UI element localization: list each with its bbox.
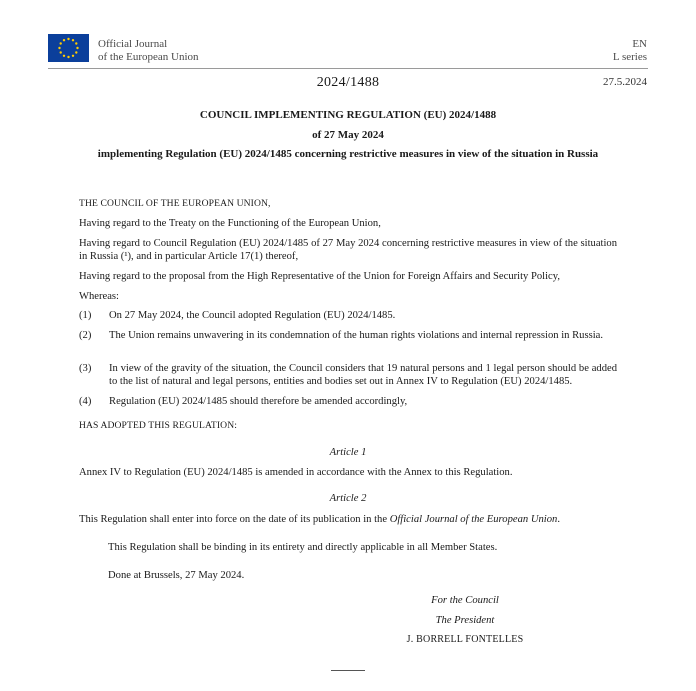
council-heading: THE COUNCIL OF THE EUROPEAN UNION, <box>79 198 271 209</box>
regulation-title: COUNCIL IMPLEMENTING REGULATION (EU) 2024/1488 <box>199 109 497 121</box>
signatory-name: J. BORRELL FONTELLES <box>406 634 524 645</box>
article-2-text-start: This Regulation shall enter into force on the date of its publication in the <box>79 514 390 525</box>
adopted-statement: HAS ADOPTED THIS REGULATION: <box>79 420 237 431</box>
article-2-text <box>79 513 617 526</box>
recital-number: (1) <box>79 310 92 321</box>
citation-regulation: Having regard to Council Regulation (EU) 2024/1485 of 27 May 2024 concerning restrictive measures in view of the situation in Russia (¹), and in particular Article 17(1) thereof, <box>79 238 617 262</box>
recital-number: (3) <box>79 363 92 374</box>
journal-line-1: Official Journal <box>98 38 168 50</box>
series-label: L series <box>612 51 647 63</box>
recital-text: The Union remains unwavering in its condemnation of the human rights violations and internal repression in Russia. <box>109 330 603 341</box>
binding-clause: This Regulation shall be binding in its entirety and directly applicable in all Member States. <box>108 542 498 553</box>
document-number: 2024/1488 <box>316 75 380 90</box>
journal-line-2: of the European Union <box>98 51 199 63</box>
done-at: Done at Brussels, 27 May 2024. <box>108 570 245 581</box>
document-date: 27.5.2024 <box>603 76 647 88</box>
recital-number: (4) <box>79 396 92 407</box>
language-code: EN <box>632 38 647 50</box>
regulation-subject: implementing Regulation (EU) 2024/1485 concerning restrictive measures in view of the situation in Russia <box>97 148 599 160</box>
article-1-heading: Article 1 <box>329 447 367 458</box>
whereas-label: Whereas: <box>79 291 119 302</box>
recital-text: Regulation (EU) 2024/1485 should therefore be amended accordingly, <box>109 396 408 407</box>
article-1-text: Annex IV to Regulation (EU) 2024/1485 is amended in accordance with the Annex to this Regulation. <box>79 467 513 478</box>
header-meta <box>613 38 647 64</box>
citation-proposal: Having regard to the proposal from the High Representative of the Union for Foreign Affairs and Security Policy, <box>79 271 561 282</box>
recital-text: In view of the gravity of the situation, the Council considers that 19 natural persons and 1 legal person should be added to the list of natural and legal persons, entities and bodies set out in Annex IV to Regulation (EU) 2024/1485. <box>109 363 617 387</box>
article-2-heading: Article 2 <box>329 493 367 504</box>
citation-treaty: Having regard to the Treaty on the Functioning of the European Union, <box>79 218 381 229</box>
article-2-text-end: . <box>557 514 560 525</box>
recital-number: (2) <box>79 330 92 341</box>
regulation-date: of 27 May 2024 <box>312 129 384 141</box>
end-divider <box>331 670 365 671</box>
journal-reference: Official Journal of the European Union <box>389 514 558 525</box>
recital-text: On 27 May 2024, the Council adopted Regulation (EU) 2024/1485. <box>109 310 396 321</box>
eu-flag-icon <box>48 34 89 62</box>
header-divider <box>48 68 648 69</box>
signature-for: For the Council <box>431 595 499 606</box>
journal-name <box>98 38 199 64</box>
signature-role: The President <box>435 615 495 626</box>
